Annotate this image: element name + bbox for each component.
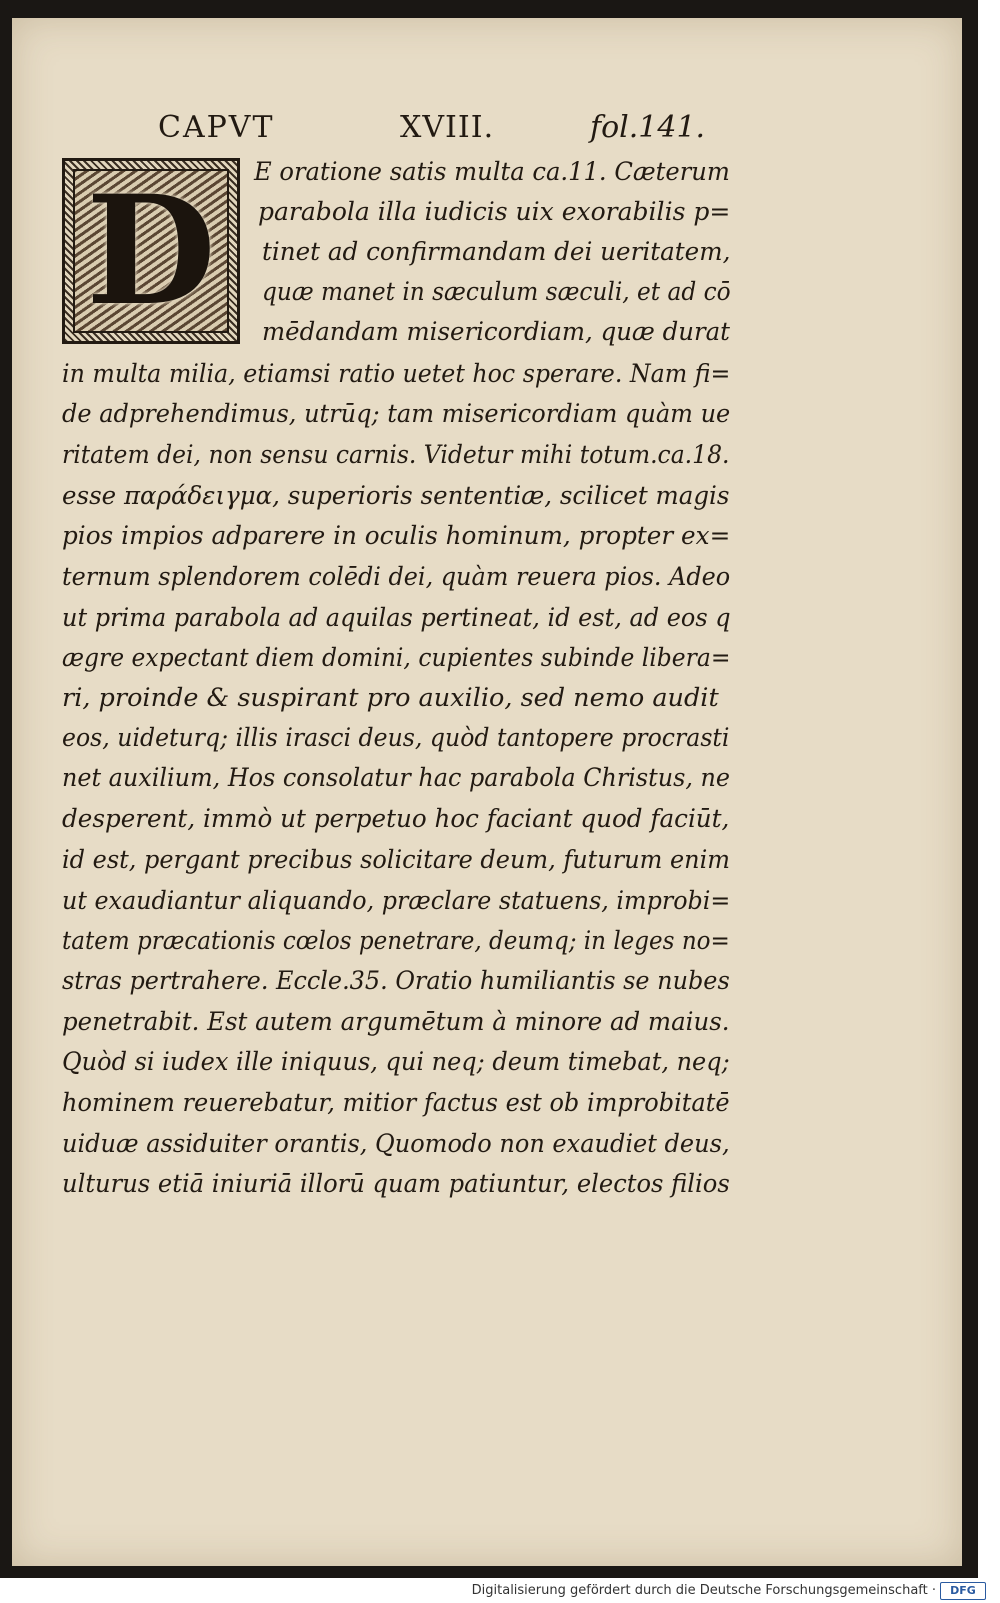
decorated-initial <box>62 158 240 344</box>
text-line: ritatem dei, non sensu carnis. Videtur mihi totum.ca.18. <box>62 440 730 470</box>
text-line: mēdandam misericordiam, quæ durat <box>262 317 730 347</box>
running-header <box>0 110 1000 150</box>
text-line: tinet ad confirmandam dei ueritatem, <box>262 237 731 267</box>
text-line: parabola illa iudicis uix exorabilis p= <box>258 197 731 227</box>
text-line: E oratione satis multa ca.11. Cæterum <box>254 157 730 187</box>
text-line: uiduæ assiduiter orantis, Quomodo non exaudiet deus, <box>62 1129 730 1159</box>
text-line: tatem præcationis cœlos penetrare, deumq; in leges no= <box>62 926 730 956</box>
text-line: hominem reuerebatur, mitior factus est ob improbitatē <box>62 1088 730 1118</box>
initial-letter: D <box>85 163 217 339</box>
text-line: Quòd si iudex ille iniquus, qui neq; deum timebat, neq; <box>62 1047 730 1077</box>
text-line: stras pertrahere. Eccle.35. Oratio humiliantis se nubes <box>62 966 730 996</box>
header-chapter: CAPVT <box>158 110 275 145</box>
text-line: ut exaudiantur aliquando, præclare statuens, improbi= <box>62 886 731 916</box>
text-line: penetrabit. Est autem argumētum à minore ad maius. <box>62 1007 730 1037</box>
text-line: quæ manet in sæculum sæculi, et ad cō <box>262 277 731 307</box>
text-line: ternum splendorem colēdi dei, quàm reuera pios. Adeo <box>62 562 731 592</box>
text-line: de adprehendimus, utrūq; tam misericordiam quàm ue <box>62 399 731 429</box>
text-line: ri, proinde & suspirant pro auxilio, sed nemo audit <box>62 683 719 713</box>
funding-notice: Digitalisierung gefördert durch die Deutsche Forschungsgemeinschaft · <box>471 1583 936 1598</box>
dfg-logo: DFG <box>940 1582 986 1600</box>
text-line: eos, uideturq; illis irasci deus, quòd tantopere procrasti <box>62 723 730 753</box>
text-line: esse παράδειγμα, superioris sententiæ, scilicet magis <box>62 481 730 511</box>
header-folio: fol.141. <box>590 110 706 145</box>
text-line: pios impios adparere in oculis hominum, propter ex= <box>62 521 731 551</box>
header-chapter-number: XVIII. <box>400 110 495 145</box>
text-line: ulturus etiā iniuriā illorū quam patiuntur, electos filios <box>62 1169 730 1199</box>
footer-bar <box>0 1578 1000 1603</box>
text-line: ut prima parabola ad aquilas pertineat, id est, ad eos q <box>62 603 731 633</box>
text-line: net auxilium, Hos consolatur hac parabola Christus, ne <box>62 763 731 793</box>
text-line: in multa milia, etiamsi ratio uetet hoc sperare. Nam fi= <box>62 359 731 389</box>
text-line: id est, pergant precibus solicitare deum, futurum enim <box>62 845 731 875</box>
text-line: desperent, immò ut perpetuo hoc faciant quod faciūt, <box>62 804 730 834</box>
text-line: ægre expectant diem domini, cupientes subinde libera= <box>62 643 731 673</box>
